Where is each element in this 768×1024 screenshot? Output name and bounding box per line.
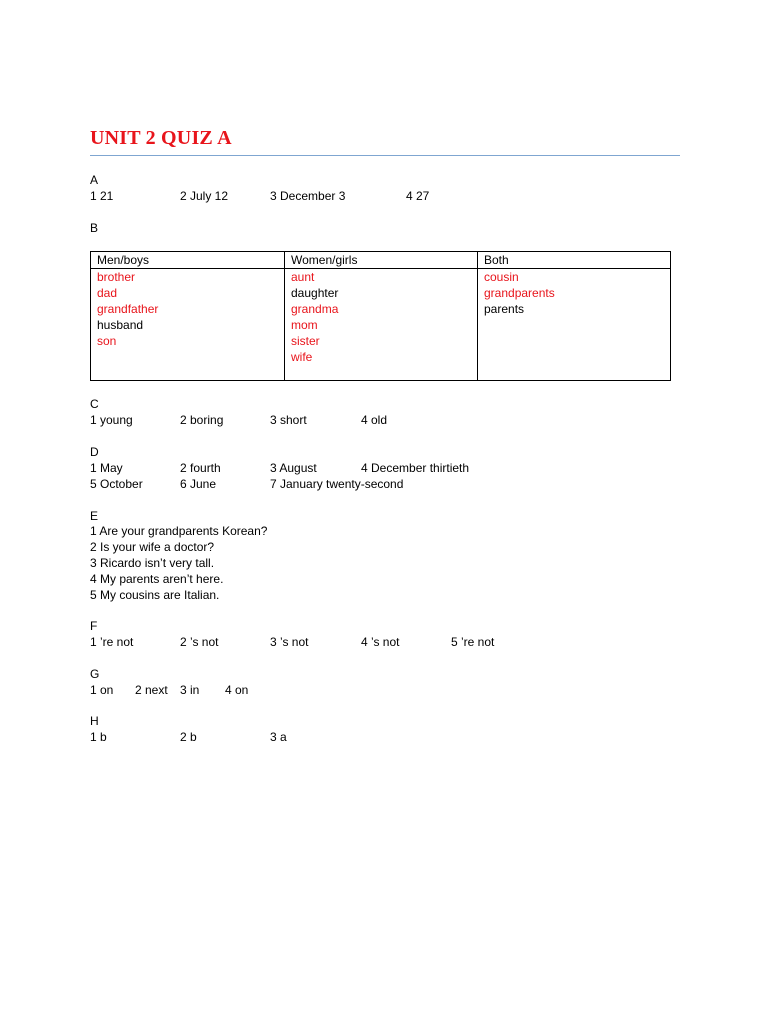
answer-f4: 4 ’s not — [361, 635, 400, 649]
answer-a1: 1 21 — [90, 189, 114, 203]
answer-a4: 4 27 — [406, 189, 430, 203]
section-h-heading: H — [90, 714, 99, 728]
answer-a2: 2 July 12 — [180, 189, 229, 203]
answer-d5: 5 October — [90, 477, 143, 491]
section-a-answers — [90, 188, 690, 204]
answer-c4: 4 old — [361, 413, 388, 427]
answer-f3: 3 ’s not — [270, 635, 309, 649]
answer-g3: 3 in — [180, 683, 200, 697]
answer-h2: 2 b — [180, 730, 197, 744]
column-header-men: Men/boys — [91, 252, 285, 269]
word-dad: dad — [97, 286, 118, 300]
word-daughter: daughter — [291, 286, 339, 300]
answer-c2: 2 boring — [180, 413, 224, 427]
family-words-table — [90, 251, 671, 381]
answer-c1: 1 young — [90, 413, 133, 427]
section-e-heading: E — [90, 509, 99, 523]
quiz-title: UNIT 2 QUIZ A — [90, 127, 232, 149]
word-mom: mom — [291, 318, 318, 332]
section-d-row-2 — [90, 476, 690, 492]
section-g-heading: G — [90, 667, 100, 681]
word-brother: brother — [97, 270, 136, 284]
answer-f1: 1 ’re not — [90, 635, 134, 649]
answer-e2: 2 Is your wife a doctor? — [90, 540, 215, 554]
column-header-both: Both — [478, 252, 671, 269]
answer-f5: 5 ’re not — [451, 635, 495, 649]
word-grandfather: grandfather — [97, 302, 159, 316]
section-g-answers — [90, 682, 690, 698]
section-c-answers — [90, 412, 690, 428]
section-b-heading: B — [90, 221, 99, 235]
answer-e1: 1 Are your grandparents Korean? — [90, 524, 268, 538]
title-rule — [90, 155, 680, 156]
word-sister: sister — [291, 334, 320, 348]
word-husband: husband — [97, 318, 144, 332]
word-wife: wife — [291, 350, 313, 364]
men-words-cell — [91, 269, 285, 381]
section-f-answers — [90, 634, 690, 650]
answer-e3: 3 Ricardo isn’t very tall. — [90, 556, 215, 570]
answer-d3: 3 August — [270, 461, 317, 475]
answer-d6: 6 June — [180, 477, 217, 491]
column-header-women: Women/girls — [285, 252, 478, 269]
both-words-cell — [478, 269, 671, 381]
section-c-heading: C — [90, 397, 99, 411]
section-d-heading: D — [90, 445, 99, 459]
word-son: son — [97, 334, 117, 348]
section-a-heading: A — [90, 173, 99, 187]
answer-d2: 2 fourth — [180, 461, 221, 475]
answer-g4: 4 on — [225, 683, 249, 697]
answer-d7: 7 January twenty-second — [270, 477, 404, 491]
word-parents: parents — [484, 302, 525, 316]
answer-g1: 1 on — [90, 683, 114, 697]
word-grandma: grandma — [291, 302, 339, 316]
word-cousin: cousin — [484, 270, 519, 284]
women-words-cell — [285, 269, 478, 381]
answer-d1: 1 May — [90, 461, 123, 475]
answer-h1: 1 b — [90, 730, 107, 744]
answer-a3: 3 December 3 — [270, 189, 346, 203]
answer-d4: 4 December thirtieth — [361, 461, 470, 475]
answer-h3: 3 a — [270, 730, 287, 744]
word-aunt: aunt — [291, 270, 315, 284]
answer-e4: 4 My parents aren’t here. — [90, 572, 224, 586]
section-f-heading: F — [90, 619, 98, 633]
section-h-answers — [90, 729, 690, 745]
answer-c3: 3 short — [270, 413, 307, 427]
answer-g2: 2 next — [135, 683, 168, 697]
word-grandparents: grandparents — [484, 286, 555, 300]
section-d-row-1 — [90, 460, 690, 476]
answer-f2: 2 ’s not — [180, 635, 219, 649]
answer-e5: 5 My cousins are Italian. — [90, 588, 220, 602]
